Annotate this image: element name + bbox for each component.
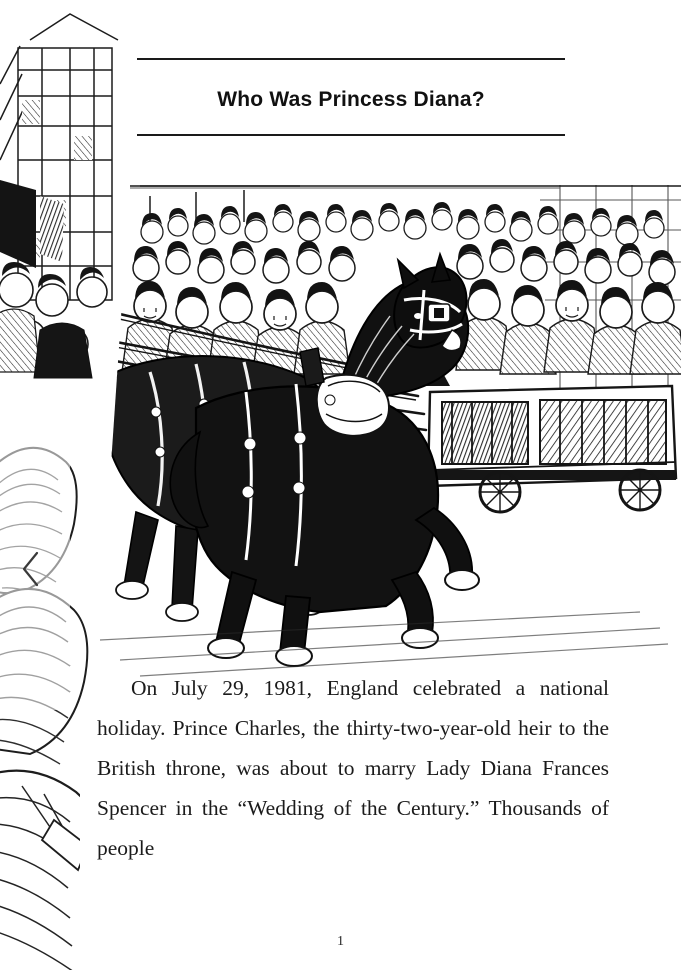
previous-page-button[interactable]: [0, 430, 70, 710]
chapter-heading-block: [137, 58, 565, 136]
page-number: 1: [337, 934, 344, 949]
paragraph-text: On July 29, 1981, England celebrated a national holiday. Prince Charles, the thirty-two-year-old heir to the British throne, was about to marry Lady Diana Frances Spencer in the “Wedding of the Century.” Thousands of people: [97, 676, 609, 860]
body-paragraph: [97, 668, 609, 868]
title-rule-bottom: [137, 134, 565, 136]
chevron-left-icon: [20, 550, 42, 588]
page-title: Who Was Princess Diana?: [217, 88, 485, 111]
